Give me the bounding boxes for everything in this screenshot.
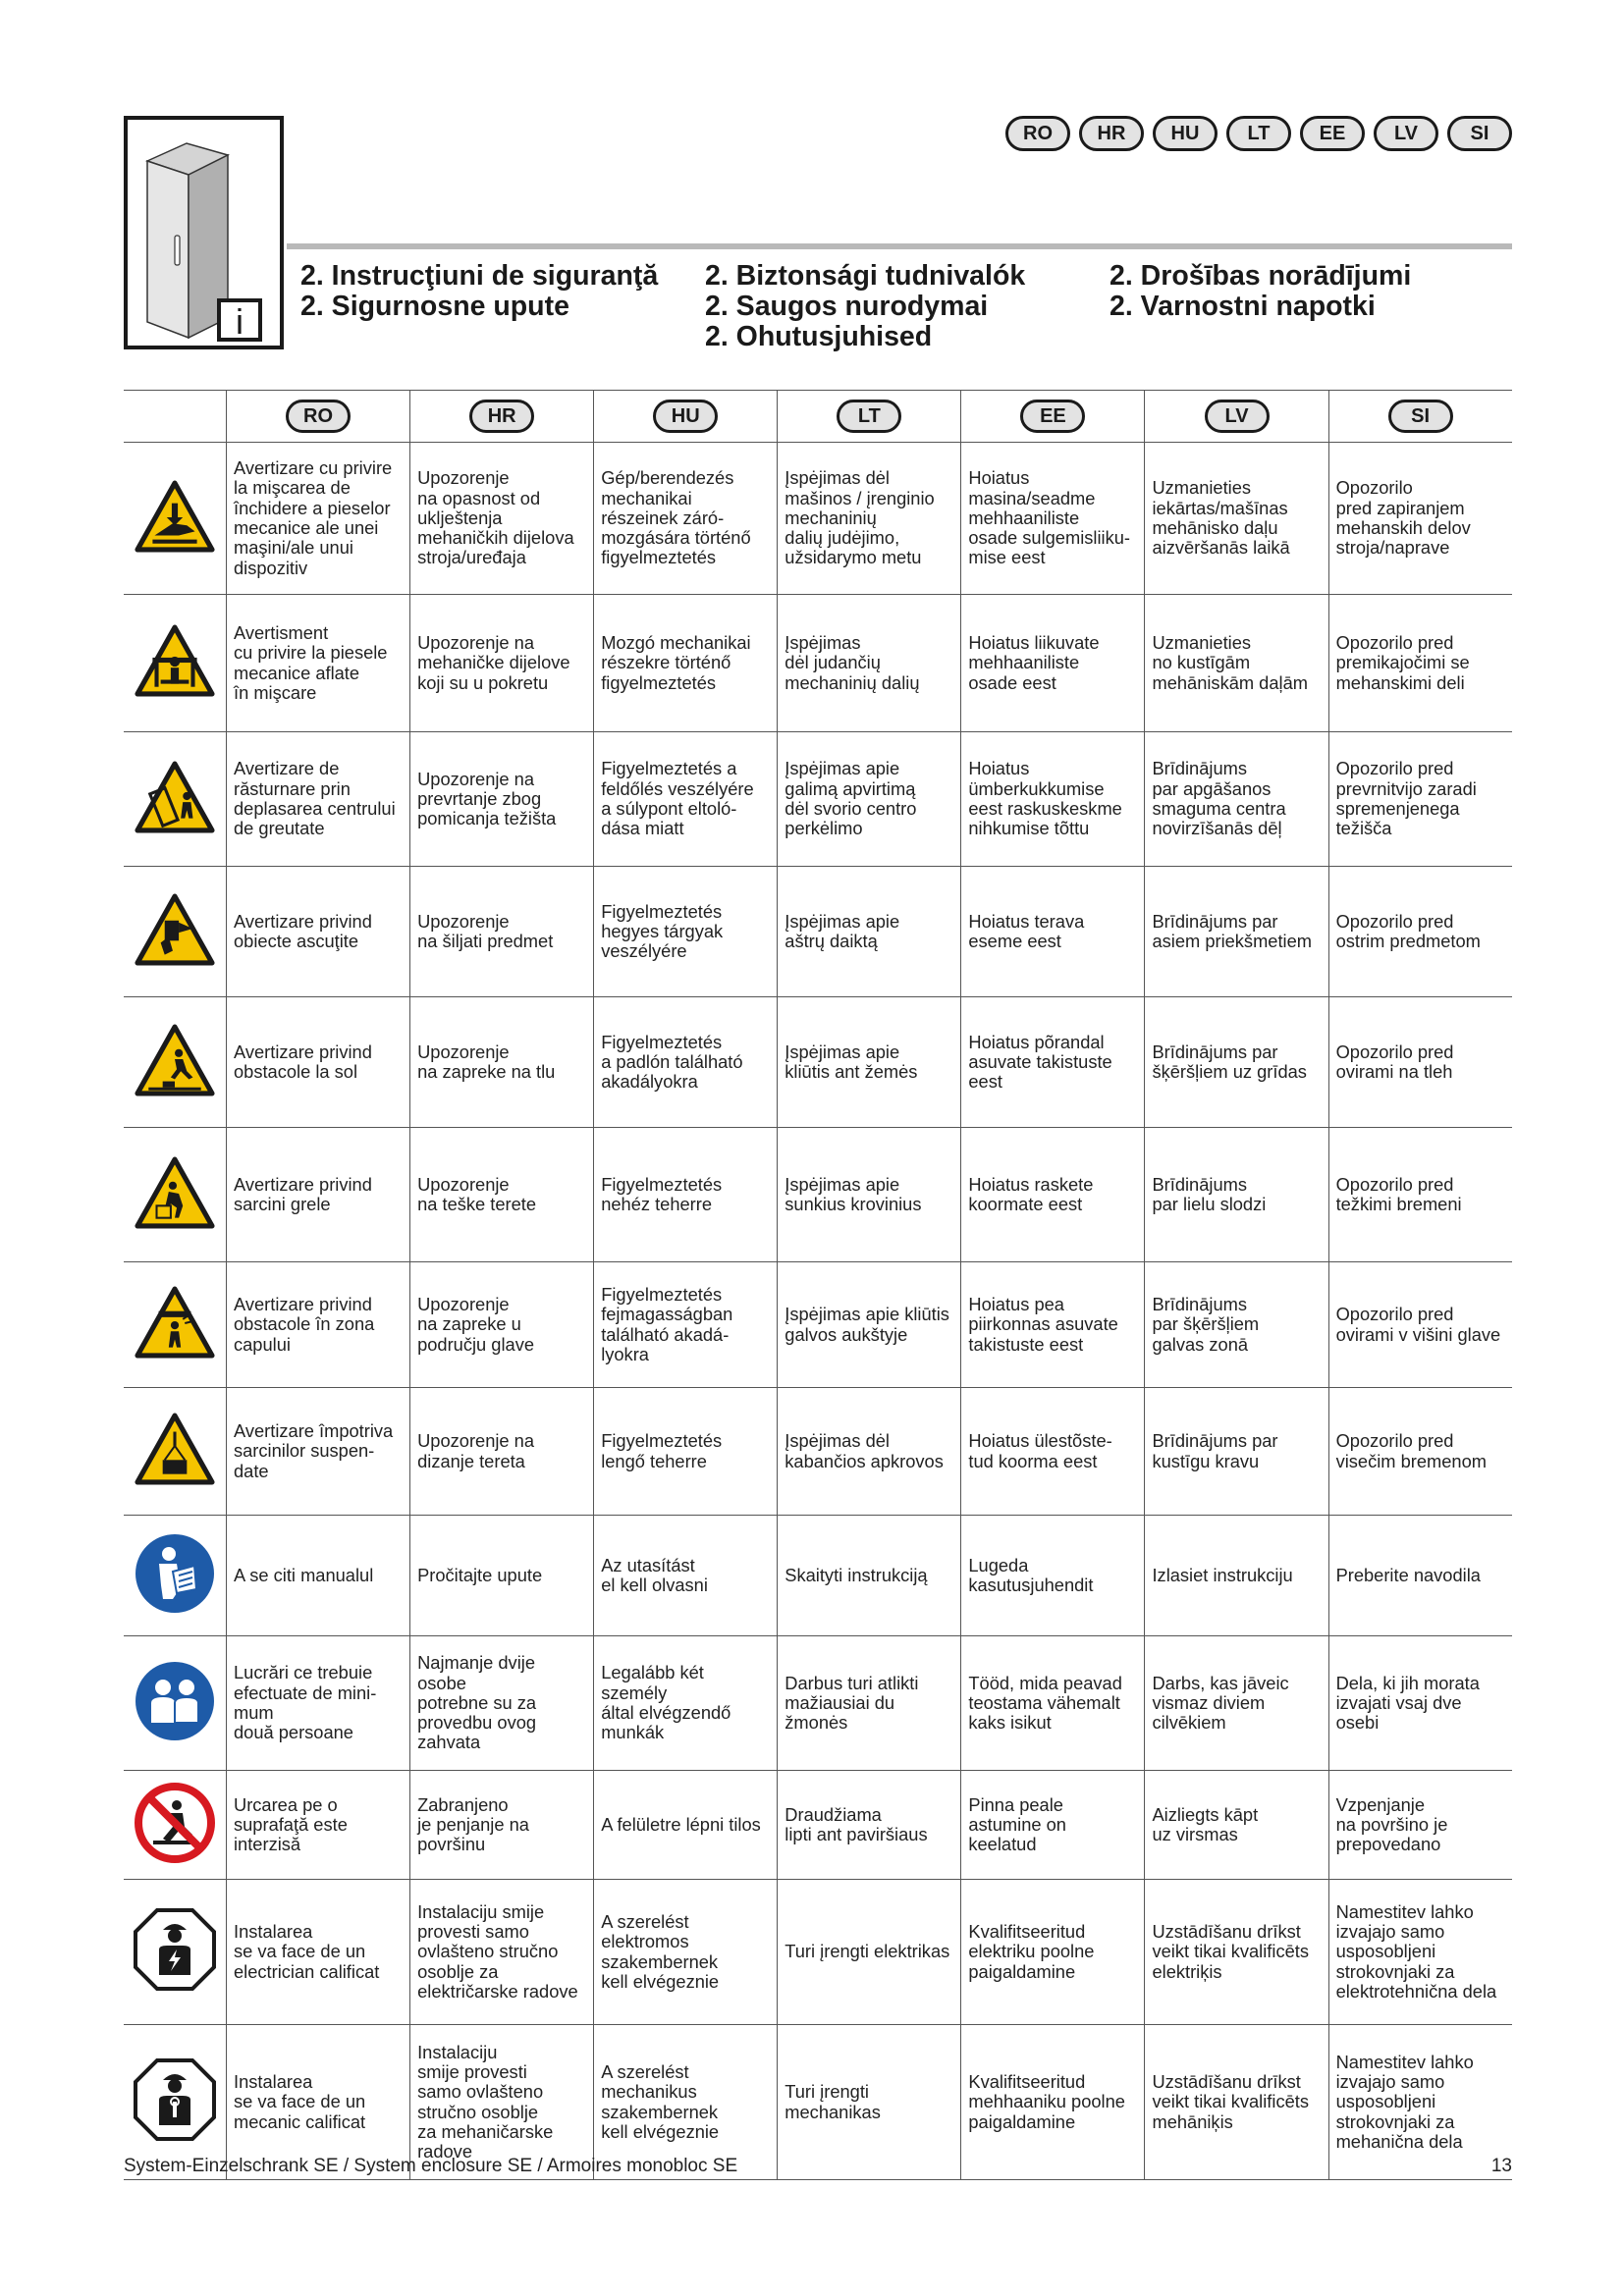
row-symbol-cell — [124, 732, 226, 866]
qualified-electrician-icon — [134, 1908, 216, 1996]
cell-hr: Upozorenje na prevrtanje zbog pomicanja težišta — [409, 732, 593, 866]
cell-lt: Darbus turi atlikti mažiausiai du žmonės — [777, 1636, 960, 1770]
cell-lv: Uzmanieties no kustīgām mehāniskām daļām — [1144, 595, 1327, 731]
table-row — [124, 1771, 1512, 1880]
cell-lv: Brīdinājums par asiem priekšmetiem — [1144, 867, 1327, 996]
lang-code-ro: RO — [1005, 116, 1070, 151]
two-persons-icon — [134, 1660, 216, 1747]
cell-lv: Brīdinājums par lielu slodzi — [1144, 1128, 1327, 1261]
cell-hr: Upozorenje na zapreke u području glave — [409, 1262, 593, 1387]
table-header-icon-cell — [124, 391, 226, 442]
cell-hr: Upozorenje na teške terete — [409, 1128, 593, 1261]
column-header-lv — [1144, 391, 1327, 442]
cell-lv: Brīdinājums par kustīgu kravu — [1144, 1388, 1327, 1515]
cell-ee: Hoiatus raskete koormate eest — [960, 1128, 1144, 1261]
table-row — [124, 1128, 1512, 1262]
cell-ee: Hoiatus põrandal asuvate takistuste eest — [960, 997, 1144, 1127]
column-header-hr — [409, 391, 593, 442]
qualified-mechanic-icon — [134, 2058, 216, 2146]
table-row — [124, 997, 1512, 1128]
cell-lt: Įspėjimas dėl kabančios apkrovos — [777, 1388, 960, 1515]
row-symbol-cell — [124, 997, 226, 1127]
cell-lv: Uzstādīšanu drīkst veikt tikai kvalificēts mehāniķis — [1144, 2025, 1327, 2179]
cell-si: Opozorilo pred ovirami na tleh — [1328, 997, 1512, 1127]
cell-ro: A se citi manualul — [226, 1516, 409, 1635]
row-symbol-cell — [124, 1771, 226, 1879]
cell-lt: Įspėjimas apie aštrų daiktą — [777, 867, 960, 996]
row-symbol-cell — [124, 1880, 226, 2024]
cell-hu: Gép/berendezés mechanikai részeinek záró- mozgására történő figyelmeztetés — [593, 443, 777, 594]
cell-ro: Avertizare împotriva sarcinilor suspen- date — [226, 1388, 409, 1515]
cell-ee: Tööd, mida peavad teostama vähemalt kaks isikut — [960, 1636, 1144, 1770]
cell-hr: Instalaciju smije provesti samo ovlašteno stručno osoblje za električarske radove — [409, 1880, 593, 2024]
cell-ro: Instalarea se va face de un electrician calificat — [226, 1880, 409, 2024]
cell-hr: Zabranjeno je penjanje na površinu — [409, 1771, 593, 1879]
cell-si: Opozorilo pred težkimi bremeni — [1328, 1128, 1512, 1261]
cell-lt: Turi įrengti mechanikas — [777, 2025, 960, 2179]
column-header-label: SI — [1388, 400, 1453, 433]
moving-parts-warning-icon — [134, 623, 216, 703]
section-title-lt: 2. Saugos nurodymai — [705, 291, 989, 322]
cell-lt: Įspėjimas apie kliūtis galvos aukštyje — [777, 1262, 960, 1387]
cell-si: Vzpenjanje na površino je prepovedano — [1328, 1771, 1512, 1879]
cell-lv: Uzstādīšanu drīkst veikt tikai kvalificēts elektriķis — [1144, 1880, 1327, 2024]
cell-hr: Upozorenje na zapreke na tlu — [409, 997, 593, 1127]
cell-si: Opozorilo pred zapiranjem mehanskih delov stroja/naprave — [1328, 443, 1512, 594]
cell-hu: Figyelmeztetés a feldőlés veszélyére a súlypont eltoló- dása miatt — [593, 732, 777, 866]
cell-lv: Brīdinājums par apgāšanos smaguma centra novirzīšanās dēļ — [1144, 732, 1327, 866]
column-header-label: LV — [1205, 400, 1270, 433]
safety-symbols-table — [124, 390, 1512, 2180]
row-symbol-cell — [124, 867, 226, 996]
cell-lv: Brīdinājums par šķēršļiem galvas zonā — [1144, 1262, 1327, 1387]
column-header-label: LT — [837, 400, 901, 433]
cell-lv: Izlasiet instrukciju — [1144, 1516, 1327, 1635]
cell-hu: Figyelmeztetés a padlón található akadályokra — [593, 997, 777, 1127]
cell-lt: Įspėjimas apie kliūtis ant žemės — [777, 997, 960, 1127]
cell-ee: Kvalifitseeritud mehhaaniku poolne paigaldamine — [960, 2025, 1144, 2179]
cell-lt: Įspėjimas apie sunkius krovinius — [777, 1128, 960, 1261]
cell-ro: Avertizare privind sarcini grele — [226, 1128, 409, 1261]
cell-hu: A szerelést mechanikus szakembernek kell elvégeznie — [593, 2025, 777, 2179]
column-header-ro — [226, 391, 409, 442]
lang-code-lt: LT — [1226, 116, 1291, 151]
cell-ro: Avertizare privind obiecte ascuţite — [226, 867, 409, 996]
cell-lv: Darbs, kas jāveic vismaz diviem cilvēkiem — [1144, 1636, 1327, 1770]
cell-si: Opozorilo pred prevrnitvijo zaradi spremenjenega težišča — [1328, 732, 1512, 866]
cell-hr: Najmanje dvije osobe potrebne su za provedbu ovog zahvata — [409, 1636, 593, 1770]
table-header-row — [124, 391, 1512, 443]
section-title-ro: 2. Instrucţiuni de siguranţă — [300, 260, 659, 292]
cell-si: Preberite navodila — [1328, 1516, 1512, 1635]
section-title-ee: 2. Ohutusjuhised — [705, 321, 933, 352]
cell-hr: Upozorenje na šiljati predmet — [409, 867, 593, 996]
cell-lv: Uzmanieties iekārtas/mašīnas mehānisko daļu aizvēršanās laikā — [1144, 443, 1327, 594]
cell-lv: Aizliegts kāpt uz virsmas — [1144, 1771, 1327, 1879]
column-header-ee — [960, 391, 1144, 442]
cell-hr: Upozorenje na mehaničke dijelove koji su u pokretu — [409, 595, 593, 731]
cell-lt: Įspėjimas apie galimą apvirtimą dėl svorio centro perkėlimo — [777, 732, 960, 866]
column-header-label: HR — [469, 400, 534, 433]
cell-hu: A szerelést elektromos szakembernek kell elvégeznie — [593, 1880, 777, 2024]
cell-hu: Figyelmeztetés fejmagasságban található akadá- lyokra — [593, 1262, 777, 1387]
table-row — [124, 1262, 1512, 1388]
cell-ee: Kvalifitseeritud elektriku poolne paigaldamine — [960, 1880, 1144, 2024]
table-row — [124, 1388, 1512, 1516]
hand-crush-warning-icon — [134, 479, 216, 559]
table-body — [124, 443, 1512, 2180]
cell-lt: Įspėjimas dėl judančių mechaninių dalių — [777, 595, 960, 731]
cell-lt: Skaityti instrukciją — [777, 1516, 960, 1635]
cell-hu: Figyelmeztetés lengő teherre — [593, 1388, 777, 1515]
lang-code-ee: EE — [1300, 116, 1365, 151]
row-symbol-cell — [124, 1262, 226, 1387]
cell-hu: Figyelmeztetés hegyes tárgyak veszélyére — [593, 867, 777, 996]
no-stepping-icon — [134, 1782, 216, 1869]
floor-obstacle-warning-icon — [134, 1023, 216, 1102]
table-row — [124, 867, 1512, 997]
cell-ee: Hoiatus ülestõste- tud koorma eest — [960, 1388, 1144, 1515]
language-code-list — [1005, 116, 1512, 151]
table-row — [124, 443, 1512, 595]
read-manual-icon — [134, 1532, 216, 1620]
row-symbol-cell — [124, 1516, 226, 1635]
section-title-hr: 2. Sigurnosne upute — [300, 291, 569, 322]
row-symbol-cell — [124, 1388, 226, 1515]
cell-hu: Az utasítást el kell olvasni — [593, 1516, 777, 1635]
info-letter: i — [236, 301, 244, 342]
cell-si: Opozorilo pred premikajočimi se mehanskimi deli — [1328, 595, 1512, 731]
table-row — [124, 1516, 1512, 1636]
cell-ee: Hoiatus ümberkukkumise eest raskuskeskme nihkumise tõttu — [960, 732, 1144, 866]
lang-code-hr: HR — [1079, 116, 1144, 151]
cell-hr: Instalaciju smije provesti samo ovlašteno stručno osoblje za mehaničarske radove — [409, 2025, 593, 2179]
cell-ro: Avertizare privind obstacole la sol — [226, 997, 409, 1127]
cell-ro: Lucrări ce trebuie efectuate de mini- mum două persoane — [226, 1636, 409, 1770]
cell-hu: A felületre lépni tilos — [593, 1771, 777, 1879]
cell-lt: Turi įrengti elektrikas — [777, 1880, 960, 2024]
table-row — [124, 595, 1512, 732]
row-symbol-cell — [124, 443, 226, 594]
table-row — [124, 1880, 1512, 2025]
heavy-load-warning-icon — [134, 1155, 216, 1235]
column-header-label: RO — [286, 400, 351, 433]
suspended-load-warning-icon — [134, 1412, 216, 1491]
sharp-objects-warning-icon — [134, 892, 216, 972]
page-number: 13 — [1490, 2156, 1512, 2176]
row-symbol-cell — [124, 1128, 226, 1261]
cell-ro: Avertizare de răsturnare prin deplasarea centrului de greutate — [226, 732, 409, 866]
info-cabinet-icon — [124, 116, 284, 349]
table-row — [124, 1636, 1512, 1771]
row-symbol-cell — [124, 595, 226, 731]
cell-si: Opozorilo pred visečim bremenom — [1328, 1388, 1512, 1515]
cell-si: Opozorilo pred ovirami v višini glave — [1328, 1262, 1512, 1387]
cell-ee: Hoiatus liikuvate mehhaaniliste osade eest — [960, 595, 1144, 731]
cell-ee: Hoiatus terava eseme eest — [960, 867, 1144, 996]
cell-hu: Legalább két személy által elvégzendő munkák — [593, 1636, 777, 1770]
column-header-label: HU — [653, 400, 718, 433]
cell-ee: Lugeda kasutusjuhendit — [960, 1516, 1144, 1635]
cell-hr: Upozorenje na opasnost od uklještenja mehaničkih dijelova stroja/uređaja — [409, 443, 593, 594]
lang-code-si: SI — [1447, 116, 1512, 151]
title-column-3 — [1110, 261, 1411, 322]
cell-si: Opozorilo pred ostrim predmetom — [1328, 867, 1512, 996]
cell-ee: Hoiatus masina/seadme mehhaaniliste osade sulgemisliiku- mise eest — [960, 443, 1144, 594]
cell-hr: Pročitajte upute — [409, 1516, 593, 1635]
section-title-hu: 2. Biztonsági tudnivalók — [705, 260, 1026, 292]
cell-lt: Draudžiama lipti ant paviršiaus — [777, 1771, 960, 1879]
lang-code-hu: HU — [1153, 116, 1218, 151]
cell-ee: Pinna peale astumine on keelatud — [960, 1771, 1144, 1879]
cell-si: Namestitev lahko izvajajo samo usposobljeni strokovnjaki za mehanična dela — [1328, 2025, 1512, 2179]
section-title-si: 2. Varnostni napotki — [1110, 291, 1376, 322]
cell-lv: Brīdinājums par šķēršļiem uz grīdas — [1144, 997, 1327, 1127]
tipping-warning-icon — [134, 760, 216, 839]
cell-ro: Instalarea se va face de un mecanic calificat — [226, 2025, 409, 2179]
cell-hu: Figyelmeztetés nehéz teherre — [593, 1128, 777, 1261]
column-header-hu — [593, 391, 777, 442]
section-title-lv: 2. Drošības norādījumi — [1110, 260, 1412, 292]
column-header-lt — [777, 391, 960, 442]
cell-si: Namestitev lahko izvajajo samo usposobljeni strokovnjaki za elektrotehnična dela — [1328, 1880, 1512, 2024]
row-symbol-cell — [124, 1636, 226, 1770]
table-row — [124, 732, 1512, 867]
cell-ee: Hoiatus pea piirkonnas asuvate takistuste eest — [960, 1262, 1144, 1387]
header-rule — [287, 243, 1512, 249]
title-column-2 — [705, 261, 1025, 352]
cell-si: Dela, ki jih morata izvajati vsaj dve osebi — [1328, 1636, 1512, 1770]
head-obstacle-warning-icon — [134, 1285, 216, 1364]
cell-ro: Avertisment cu privire la piesele mecanice aflate în mişcare — [226, 595, 409, 731]
title-column-1 — [300, 261, 658, 322]
footer-product-line: System-Einzelschrank SE / System enclosure SE / Armoires monobloc SE — [124, 2156, 738, 2176]
cell-hu: Mozgó mechanikai részekre történő figyelmeztetés — [593, 595, 777, 731]
cell-lt: Įspėjimas dėl mašinos / įrenginio mechaninių dalių judėjimo, užsidarymo metu — [777, 443, 960, 594]
cell-ro: Avertizare cu privire la mişcarea de închidere a pieselor mecanice ale unei maşini/ale unui dispozitiv — [226, 443, 409, 594]
cell-ro: Urcarea pe o suprafaţă este interzisă — [226, 1771, 409, 1879]
column-header-si — [1328, 391, 1512, 442]
lang-code-lv: LV — [1374, 116, 1438, 151]
column-header-label: EE — [1020, 400, 1085, 433]
cell-ro: Avertizare privind obstacole în zona capului — [226, 1262, 409, 1387]
cell-hr: Upozorenje na dizanje tereta — [409, 1388, 593, 1515]
